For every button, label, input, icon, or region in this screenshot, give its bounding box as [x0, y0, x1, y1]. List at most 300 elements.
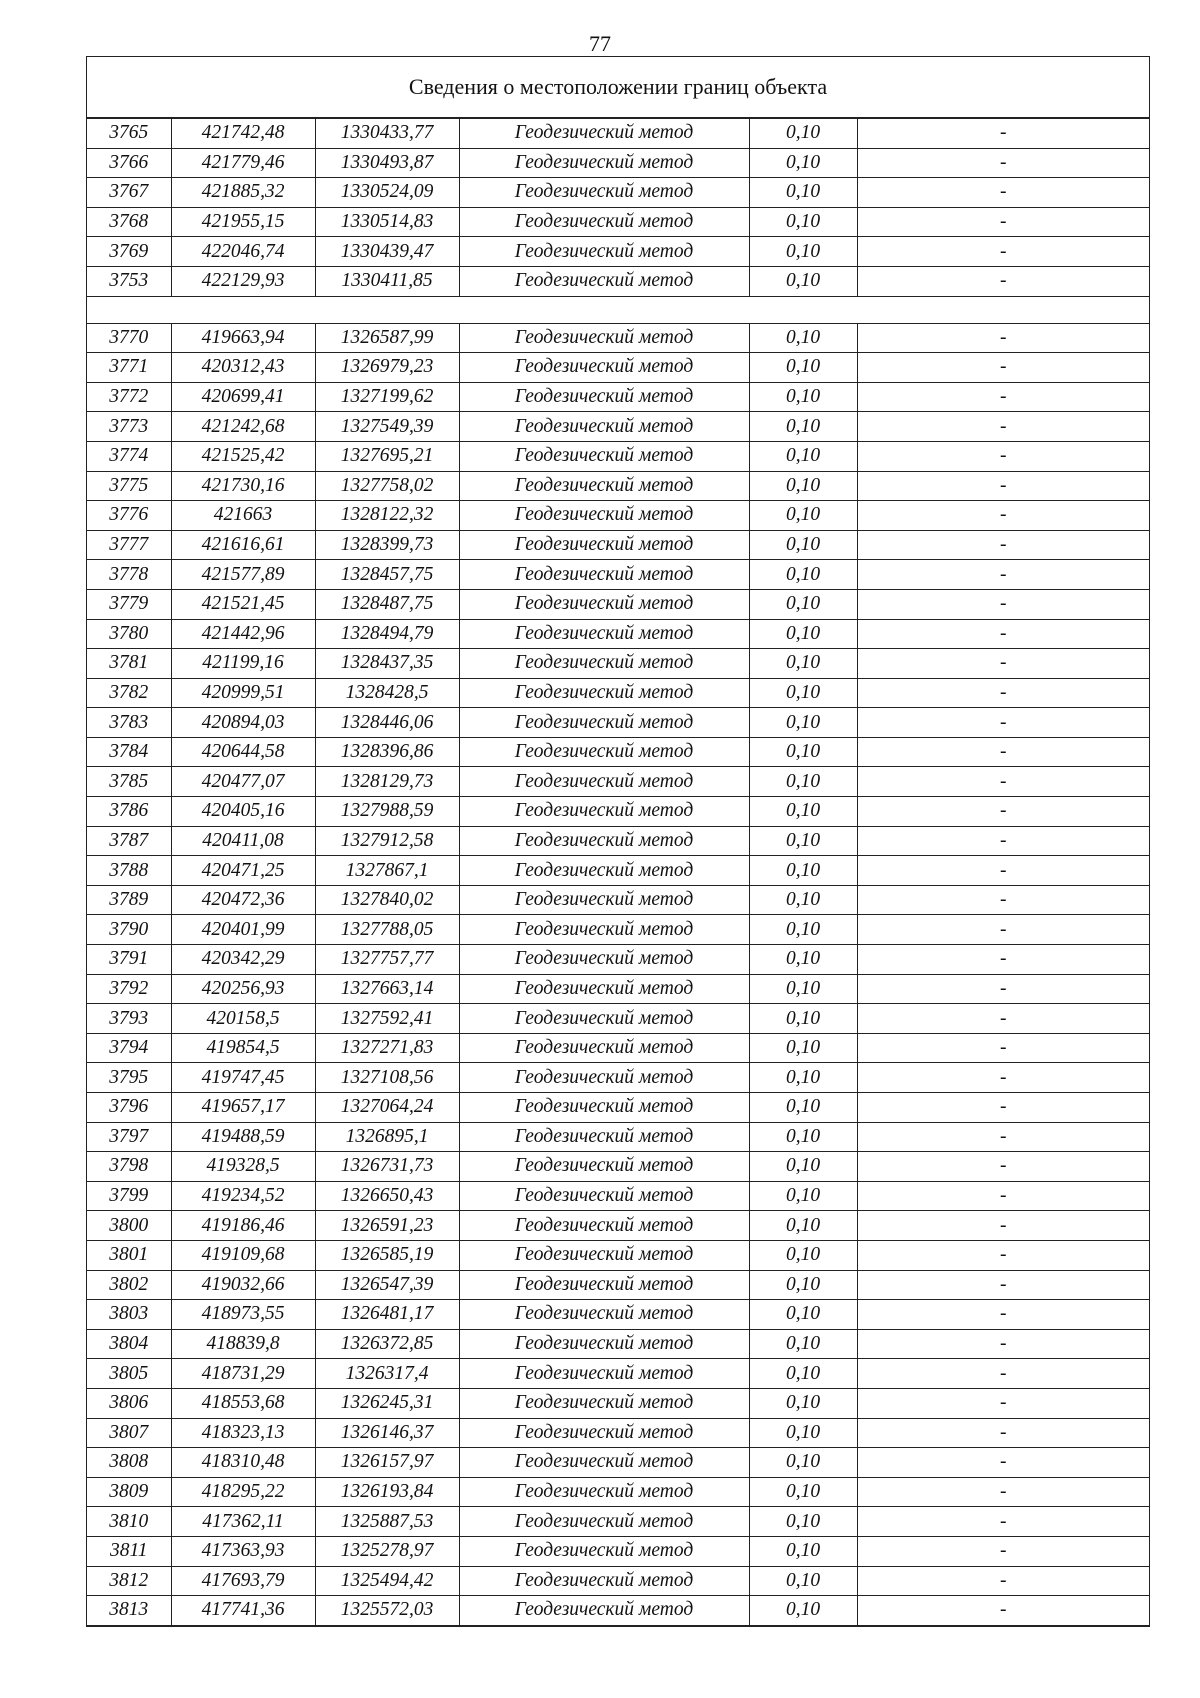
x-coordinate-cell: 420411,08 — [171, 826, 315, 856]
description-cell: - — [857, 1388, 1149, 1418]
method-cell: Геодезический метод — [459, 382, 749, 412]
table-row — [87, 266, 1149, 296]
table-row — [87, 619, 1149, 649]
method-cell: Геодезический метод — [459, 501, 749, 531]
table-row — [87, 826, 1149, 856]
description-cell: - — [857, 353, 1149, 383]
x-coordinate-cell: 421779,46 — [171, 148, 315, 178]
point-number-cell: 3812 — [87, 1566, 171, 1596]
table-row — [87, 323, 1149, 353]
accuracy-cell: 0,10 — [749, 1596, 857, 1626]
y-coordinate-cell: 1327592,41 — [315, 1004, 459, 1034]
accuracy-cell: 0,10 — [749, 945, 857, 975]
point-number-cell: 3776 — [87, 501, 171, 531]
point-number-cell: 3781 — [87, 649, 171, 679]
accuracy-cell: 0,10 — [749, 619, 857, 649]
method-cell: Геодезический метод — [459, 530, 749, 560]
table-row — [87, 708, 1149, 738]
point-number-cell: 3753 — [87, 266, 171, 296]
description-cell: - — [857, 1033, 1149, 1063]
description-cell: - — [857, 382, 1149, 412]
y-coordinate-cell: 1327549,39 — [315, 412, 459, 442]
method-cell: Геодезический метод — [459, 826, 749, 856]
x-coordinate-cell: 420699,41 — [171, 382, 315, 412]
table-row — [87, 148, 1149, 178]
y-coordinate-cell: 1327912,58 — [315, 826, 459, 856]
table-row — [87, 237, 1149, 267]
description-cell: - — [857, 1270, 1149, 1300]
method-cell: Геодезический метод — [459, 1536, 749, 1566]
accuracy-cell: 0,10 — [749, 708, 857, 738]
description-cell: - — [857, 178, 1149, 208]
x-coordinate-cell: 418310,48 — [171, 1448, 315, 1478]
method-cell: Геодезический метод — [459, 148, 749, 178]
accuracy-cell: 0,10 — [749, 501, 857, 531]
x-coordinate-cell: 418323,13 — [171, 1418, 315, 1448]
description-cell: - — [857, 1596, 1149, 1626]
y-coordinate-cell: 1325494,42 — [315, 1566, 459, 1596]
table-row — [87, 856, 1149, 886]
table-row — [87, 560, 1149, 590]
description-cell: - — [857, 1093, 1149, 1123]
y-coordinate-cell: 1325887,53 — [315, 1507, 459, 1537]
accuracy-cell: 0,10 — [749, 1063, 857, 1093]
point-number-cell: 3779 — [87, 589, 171, 619]
y-coordinate-cell: 1327199,62 — [315, 382, 459, 412]
x-coordinate-cell: 421577,89 — [171, 560, 315, 590]
point-number-cell: 3775 — [87, 471, 171, 501]
method-cell: Геодезический метод — [459, 1033, 749, 1063]
y-coordinate-cell: 1326650,43 — [315, 1181, 459, 1211]
method-cell: Геодезический метод — [459, 1596, 749, 1626]
accuracy-cell: 0,10 — [749, 1093, 857, 1123]
method-cell: Геодезический метод — [459, 885, 749, 915]
description-cell: - — [857, 737, 1149, 767]
x-coordinate-cell: 420158,5 — [171, 1004, 315, 1034]
table-body — [87, 119, 1149, 1626]
x-coordinate-cell: 420477,07 — [171, 767, 315, 797]
accuracy-cell: 0,10 — [749, 207, 857, 237]
point-number-cell: 3769 — [87, 237, 171, 267]
accuracy-cell: 0,10 — [749, 589, 857, 619]
x-coordinate-cell: 419488,59 — [171, 1122, 315, 1152]
method-cell: Геодезический метод — [459, 1359, 749, 1389]
method-cell: Геодезический метод — [459, 1211, 749, 1241]
table-row — [87, 501, 1149, 531]
point-number-cell: 3804 — [87, 1329, 171, 1359]
point-number-cell: 3805 — [87, 1359, 171, 1389]
description-cell: - — [857, 826, 1149, 856]
y-coordinate-cell: 1326587,99 — [315, 323, 459, 353]
description-cell: - — [857, 441, 1149, 471]
accuracy-cell: 0,10 — [749, 1004, 857, 1034]
method-cell: Геодезический метод — [459, 1329, 749, 1359]
method-cell: Геодезический метод — [459, 266, 749, 296]
table-row — [87, 1300, 1149, 1330]
x-coordinate-cell: 421885,32 — [171, 178, 315, 208]
table-title: Сведения о местоположении границ объекта — [87, 57, 1149, 118]
table-row — [87, 974, 1149, 1004]
point-number-cell: 3782 — [87, 678, 171, 708]
accuracy-cell: 0,10 — [749, 1033, 857, 1063]
x-coordinate-cell: 420999,51 — [171, 678, 315, 708]
point-number-cell: 3813 — [87, 1596, 171, 1626]
description-cell: - — [857, 678, 1149, 708]
y-coordinate-cell: 1328129,73 — [315, 767, 459, 797]
accuracy-cell: 0,10 — [749, 1477, 857, 1507]
x-coordinate-cell: 417741,36 — [171, 1596, 315, 1626]
y-coordinate-cell: 1327988,59 — [315, 797, 459, 827]
y-coordinate-cell: 1326193,84 — [315, 1477, 459, 1507]
method-cell: Геодезический метод — [459, 1418, 749, 1448]
x-coordinate-cell: 420894,03 — [171, 708, 315, 738]
table-row — [87, 1418, 1149, 1448]
method-cell: Геодезический метод — [459, 1477, 749, 1507]
table-row — [87, 353, 1149, 383]
accuracy-cell: 0,10 — [749, 178, 857, 208]
description-cell: - — [857, 1566, 1149, 1596]
description-cell: - — [857, 207, 1149, 237]
contour-separator-row — [87, 296, 1149, 323]
table-row — [87, 207, 1149, 237]
x-coordinate-cell: 420401,99 — [171, 915, 315, 945]
x-coordinate-cell: 421955,15 — [171, 207, 315, 237]
y-coordinate-cell: 1328396,86 — [315, 737, 459, 767]
x-coordinate-cell: 419109,68 — [171, 1240, 315, 1270]
method-cell: Геодезический метод — [459, 353, 749, 383]
method-cell: Геодезический метод — [459, 649, 749, 679]
accuracy-cell: 0,10 — [749, 560, 857, 590]
point-number-cell: 3789 — [87, 885, 171, 915]
x-coordinate-cell: 421242,68 — [171, 412, 315, 442]
description-cell: - — [857, 767, 1149, 797]
point-number-cell: 3806 — [87, 1388, 171, 1418]
accuracy-cell: 0,10 — [749, 1418, 857, 1448]
table-row — [87, 915, 1149, 945]
table-row — [87, 1152, 1149, 1182]
y-coordinate-cell: 1326245,31 — [315, 1388, 459, 1418]
accuracy-cell: 0,10 — [749, 1122, 857, 1152]
description-cell: - — [857, 1536, 1149, 1566]
accuracy-cell: 0,10 — [749, 1507, 857, 1537]
y-coordinate-cell: 1327788,05 — [315, 915, 459, 945]
method-cell: Геодезический метод — [459, 471, 749, 501]
accuracy-cell: 0,10 — [749, 915, 857, 945]
table-row — [87, 737, 1149, 767]
table-row — [87, 1329, 1149, 1359]
point-number-cell: 3783 — [87, 708, 171, 738]
accuracy-cell: 0,10 — [749, 649, 857, 679]
table-row — [87, 885, 1149, 915]
point-number-cell: 3787 — [87, 826, 171, 856]
method-cell: Геодезический метод — [459, 797, 749, 827]
description-cell: - — [857, 649, 1149, 679]
y-coordinate-cell: 1327271,83 — [315, 1033, 459, 1063]
point-number-cell: 3780 — [87, 619, 171, 649]
description-cell: - — [857, 885, 1149, 915]
point-number-cell: 3800 — [87, 1211, 171, 1241]
accuracy-cell: 0,10 — [749, 237, 857, 267]
point-number-cell: 3802 — [87, 1270, 171, 1300]
method-cell: Геодезический метод — [459, 856, 749, 886]
y-coordinate-cell: 1330524,09 — [315, 178, 459, 208]
table-row — [87, 797, 1149, 827]
description-cell: - — [857, 323, 1149, 353]
point-number-cell: 3793 — [87, 1004, 171, 1034]
description-cell: - — [857, 266, 1149, 296]
table-row — [87, 1477, 1149, 1507]
table-row — [87, 1270, 1149, 1300]
table-row — [87, 1181, 1149, 1211]
x-coordinate-cell: 421521,45 — [171, 589, 315, 619]
point-number-cell: 3807 — [87, 1418, 171, 1448]
x-coordinate-cell: 418553,68 — [171, 1388, 315, 1418]
point-number-cell: 3796 — [87, 1093, 171, 1123]
y-coordinate-cell: 1326157,97 — [315, 1448, 459, 1478]
table-row — [87, 1211, 1149, 1241]
method-cell: Геодезический метод — [459, 767, 749, 797]
table-row — [87, 382, 1149, 412]
x-coordinate-cell: 421525,42 — [171, 441, 315, 471]
x-coordinate-cell: 421730,16 — [171, 471, 315, 501]
y-coordinate-cell: 1325572,03 — [315, 1596, 459, 1626]
x-coordinate-cell: 421742,48 — [171, 119, 315, 149]
y-coordinate-cell: 1326146,37 — [315, 1418, 459, 1448]
accuracy-cell: 0,10 — [749, 441, 857, 471]
y-coordinate-cell: 1327757,77 — [315, 945, 459, 975]
y-coordinate-cell: 1327758,02 — [315, 471, 459, 501]
description-cell: - — [857, 974, 1149, 1004]
y-coordinate-cell: 1328457,75 — [315, 560, 459, 590]
point-number-cell: 3811 — [87, 1536, 171, 1566]
method-cell: Геодезический метод — [459, 1004, 749, 1034]
table-row — [87, 119, 1149, 149]
y-coordinate-cell: 1328446,06 — [315, 708, 459, 738]
y-coordinate-cell: 1326372,85 — [315, 1329, 459, 1359]
point-number-cell: 3788 — [87, 856, 171, 886]
method-cell: Геодезический метод — [459, 708, 749, 738]
y-coordinate-cell: 1327695,21 — [315, 441, 459, 471]
y-coordinate-cell: 1327840,02 — [315, 885, 459, 915]
y-coordinate-cell: 1330439,47 — [315, 237, 459, 267]
accuracy-cell: 0,10 — [749, 1536, 857, 1566]
method-cell: Геодезический метод — [459, 1566, 749, 1596]
x-coordinate-cell: 419328,5 — [171, 1152, 315, 1182]
table-row — [87, 412, 1149, 442]
point-number-cell: 3809 — [87, 1477, 171, 1507]
description-cell: - — [857, 1477, 1149, 1507]
y-coordinate-cell: 1326481,17 — [315, 1300, 459, 1330]
x-coordinate-cell: 422046,74 — [171, 237, 315, 267]
accuracy-cell: 0,10 — [749, 412, 857, 442]
method-cell: Геодезический метод — [459, 1507, 749, 1537]
accuracy-cell: 0,10 — [749, 856, 857, 886]
y-coordinate-cell: 1326731,73 — [315, 1152, 459, 1182]
point-number-cell: 3795 — [87, 1063, 171, 1093]
x-coordinate-cell: 421442,96 — [171, 619, 315, 649]
description-cell: - — [857, 1122, 1149, 1152]
separator-cell — [87, 296, 1149, 323]
point-number-cell: 3808 — [87, 1448, 171, 1478]
x-coordinate-cell: 421616,61 — [171, 530, 315, 560]
accuracy-cell: 0,10 — [749, 1388, 857, 1418]
method-cell: Геодезический метод — [459, 1181, 749, 1211]
table-row — [87, 1596, 1149, 1626]
y-coordinate-cell: 1326979,23 — [315, 353, 459, 383]
y-coordinate-cell: 1326547,39 — [315, 1270, 459, 1300]
accuracy-cell: 0,10 — [749, 1211, 857, 1241]
coordinates-grid — [87, 118, 1149, 1626]
y-coordinate-cell: 1330514,83 — [315, 207, 459, 237]
description-cell: - — [857, 1507, 1149, 1537]
description-cell: - — [857, 1152, 1149, 1182]
y-coordinate-cell: 1328487,75 — [315, 589, 459, 619]
x-coordinate-cell: 418973,55 — [171, 1300, 315, 1330]
point-number-cell: 3784 — [87, 737, 171, 767]
x-coordinate-cell: 419854,5 — [171, 1033, 315, 1063]
accuracy-cell: 0,10 — [749, 1270, 857, 1300]
accuracy-cell: 0,10 — [749, 767, 857, 797]
x-coordinate-cell: 417363,93 — [171, 1536, 315, 1566]
x-coordinate-cell: 419663,94 — [171, 323, 315, 353]
point-number-cell: 3774 — [87, 441, 171, 471]
point-number-cell: 3799 — [87, 1181, 171, 1211]
y-coordinate-cell: 1327663,14 — [315, 974, 459, 1004]
y-coordinate-cell: 1328428,5 — [315, 678, 459, 708]
x-coordinate-cell: 419032,66 — [171, 1270, 315, 1300]
y-coordinate-cell: 1328122,32 — [315, 501, 459, 531]
method-cell: Геодезический метод — [459, 1388, 749, 1418]
y-coordinate-cell: 1330411,85 — [315, 266, 459, 296]
description-cell: - — [857, 708, 1149, 738]
method-cell: Геодезический метод — [459, 1270, 749, 1300]
point-number-cell: 3801 — [87, 1240, 171, 1270]
table-row — [87, 1507, 1149, 1537]
table-row — [87, 649, 1149, 679]
description-cell: - — [857, 1329, 1149, 1359]
accuracy-cell: 0,10 — [749, 1240, 857, 1270]
x-coordinate-cell: 422129,93 — [171, 266, 315, 296]
point-number-cell: 3777 — [87, 530, 171, 560]
page-number: 77 — [589, 31, 611, 56]
table-row — [87, 767, 1149, 797]
method-cell: Геодезический метод — [459, 1063, 749, 1093]
method-cell: Геодезический метод — [459, 1448, 749, 1478]
accuracy-cell: 0,10 — [749, 382, 857, 412]
method-cell: Геодезический метод — [459, 974, 749, 1004]
method-cell: Геодезический метод — [459, 1152, 749, 1182]
x-coordinate-cell: 419234,52 — [171, 1181, 315, 1211]
point-number-cell: 3786 — [87, 797, 171, 827]
accuracy-cell: 0,10 — [749, 471, 857, 501]
description-cell: - — [857, 1448, 1149, 1478]
method-cell: Геодезический метод — [459, 737, 749, 767]
description-cell: - — [857, 1300, 1149, 1330]
description-cell: - — [857, 1359, 1149, 1389]
x-coordinate-cell: 417693,79 — [171, 1566, 315, 1596]
accuracy-cell: 0,10 — [749, 826, 857, 856]
y-coordinate-cell: 1330493,87 — [315, 148, 459, 178]
point-number-cell: 3767 — [87, 178, 171, 208]
method-cell: Геодезический метод — [459, 915, 749, 945]
description-cell: - — [857, 237, 1149, 267]
table-row — [87, 1536, 1149, 1566]
method-cell: Геодезический метод — [459, 945, 749, 975]
y-coordinate-cell: 1326585,19 — [315, 1240, 459, 1270]
table-row — [87, 1004, 1149, 1034]
x-coordinate-cell: 421663 — [171, 501, 315, 531]
description-cell: - — [857, 589, 1149, 619]
x-coordinate-cell: 420256,93 — [171, 974, 315, 1004]
table-row — [87, 1033, 1149, 1063]
description-cell: - — [857, 119, 1149, 149]
boundary-coordinates-table — [86, 56, 1150, 1627]
description-cell: - — [857, 1418, 1149, 1448]
y-coordinate-cell: 1327867,1 — [315, 856, 459, 886]
y-coordinate-cell: 1327108,56 — [315, 1063, 459, 1093]
accuracy-cell: 0,10 — [749, 1181, 857, 1211]
accuracy-cell: 0,10 — [749, 1448, 857, 1478]
accuracy-cell: 0,10 — [749, 530, 857, 560]
y-coordinate-cell: 1326317,4 — [315, 1359, 459, 1389]
method-cell: Геодезический метод — [459, 178, 749, 208]
description-cell: - — [857, 148, 1149, 178]
description-cell: - — [857, 560, 1149, 590]
description-cell: - — [857, 530, 1149, 560]
point-number-cell: 3792 — [87, 974, 171, 1004]
description-cell: - — [857, 1004, 1149, 1034]
table-row — [87, 530, 1149, 560]
accuracy-cell: 0,10 — [749, 1300, 857, 1330]
table-row — [87, 1566, 1149, 1596]
method-cell: Геодезический метод — [459, 207, 749, 237]
x-coordinate-cell: 418731,29 — [171, 1359, 315, 1389]
accuracy-cell: 0,10 — [749, 1152, 857, 1182]
accuracy-cell: 0,10 — [749, 266, 857, 296]
table-row — [87, 1359, 1149, 1389]
method-cell: Геодезический метод — [459, 119, 749, 149]
point-number-cell: 3771 — [87, 353, 171, 383]
table-row — [87, 945, 1149, 975]
description-cell: - — [857, 856, 1149, 886]
accuracy-cell: 0,10 — [749, 885, 857, 915]
x-coordinate-cell: 420644,58 — [171, 737, 315, 767]
accuracy-cell: 0,10 — [749, 678, 857, 708]
point-number-cell: 3790 — [87, 915, 171, 945]
y-coordinate-cell: 1325278,97 — [315, 1536, 459, 1566]
point-number-cell: 3768 — [87, 207, 171, 237]
accuracy-cell: 0,10 — [749, 323, 857, 353]
method-cell: Геодезический метод — [459, 412, 749, 442]
description-cell: - — [857, 915, 1149, 945]
method-cell: Геодезический метод — [459, 323, 749, 353]
y-coordinate-cell: 1328437,35 — [315, 649, 459, 679]
table-row — [87, 1122, 1149, 1152]
y-coordinate-cell: 1327064,24 — [315, 1093, 459, 1123]
accuracy-cell: 0,10 — [749, 119, 857, 149]
point-number-cell: 3803 — [87, 1300, 171, 1330]
table-row — [87, 1240, 1149, 1270]
y-coordinate-cell: 1328399,73 — [315, 530, 459, 560]
accuracy-cell: 0,10 — [749, 974, 857, 1004]
y-coordinate-cell: 1330433,77 — [315, 119, 459, 149]
x-coordinate-cell: 418295,22 — [171, 1477, 315, 1507]
accuracy-cell: 0,10 — [749, 148, 857, 178]
point-number-cell: 3778 — [87, 560, 171, 590]
x-coordinate-cell: 420312,43 — [171, 353, 315, 383]
table-row — [87, 678, 1149, 708]
point-number-cell: 3772 — [87, 382, 171, 412]
